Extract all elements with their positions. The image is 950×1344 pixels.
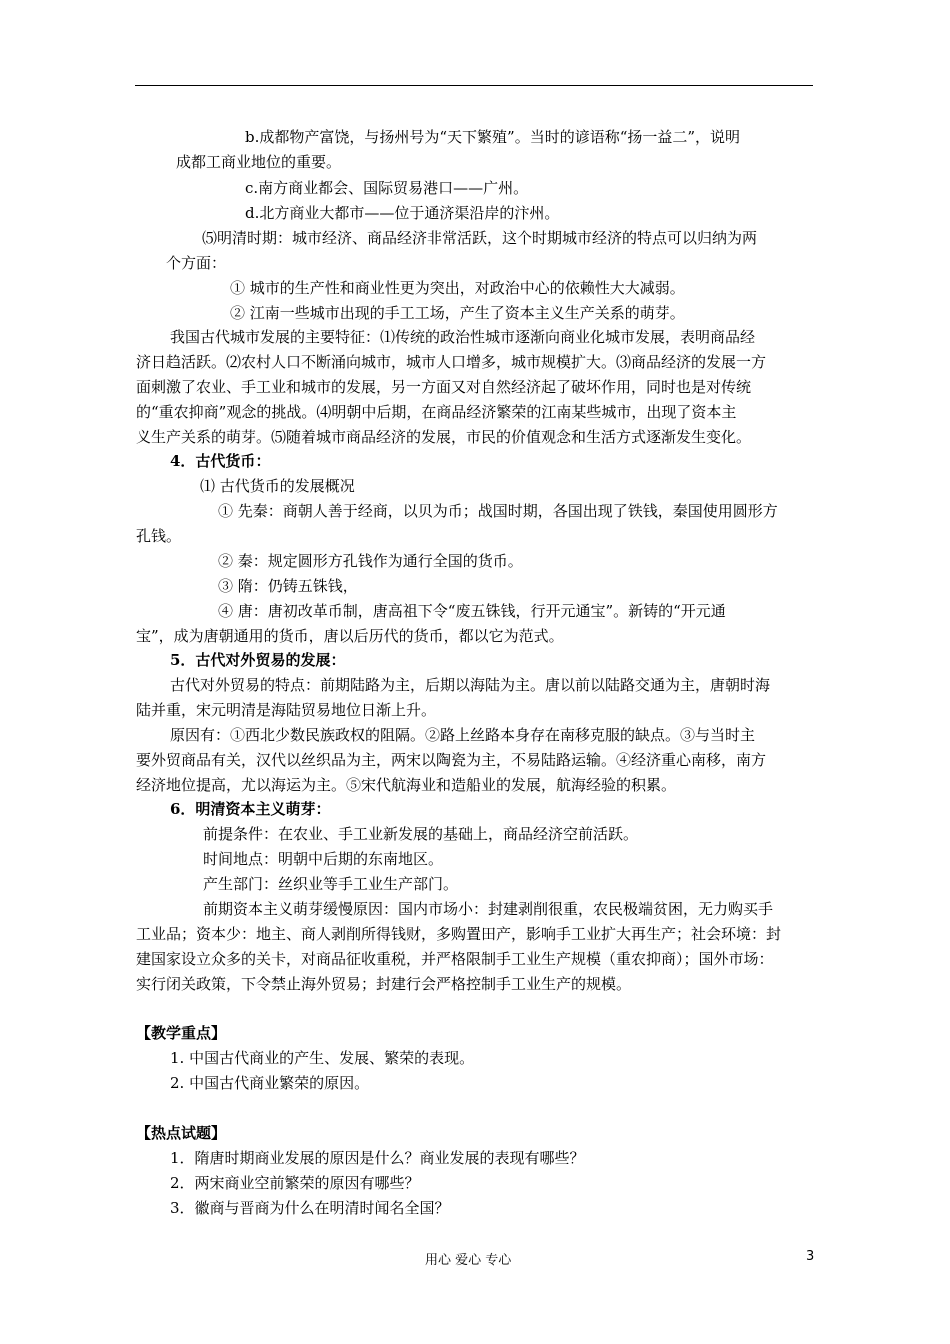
text-line: ② 江南一些城市出现的手工工场，产生了资本主义生产关系的萌芽。 [230, 304, 685, 322]
section-heading: 6．明清资本主义萌芽： [170, 800, 331, 818]
footer-motto: 用心 爱心 专心 [425, 1253, 512, 1268]
text-line: 的“重农抑商”观念的挑战。⑷明朝中后期，在商品经济繁荣的江南某些城市，出现了资本主 [136, 403, 737, 421]
text-line: ⑴ 古代货币的发展概况 [200, 477, 355, 495]
text-line: 宝”，成为唐朝通用的货币，唐以后历代的货币，都以它为范式。 [136, 627, 564, 645]
text-line: d.北方商业大都市——位于通济渠沿岸的汴州。 [245, 204, 560, 222]
text-line: 工业品；资本少：地主、商人剥削所得钱财，多购置田产，影响手工业扩大再生产；社会环境：封 [136, 925, 782, 943]
text-line: ③ 隋：仍铸五铢钱， [218, 577, 358, 595]
text-line: 古代对外贸易的特点：前期陆路为主，后期以海陆为主。唐以前以陆路交通为主，唐朝时海 [170, 676, 771, 694]
text-line: 产生部门：丝织业等手工业生产部门。 [203, 875, 459, 893]
section-heading: 【教学重点】 [136, 1024, 227, 1042]
text-line: c.南方商业都会、国际贸易港口——广州。 [245, 179, 529, 197]
list-item: 1. 中国古代商业的产生、发展、繁荣的表现。 [170, 1049, 475, 1067]
text-line: 成都工商业地位的重要。 [176, 153, 342, 171]
section-heading: 【热点试题】 [136, 1124, 227, 1142]
text-line: 要外贸商品有关，汉代以丝织品为主，两宋以陶瓷为主，不易陆路运输。④经济重心南移，南方 [136, 751, 767, 769]
list-item: 2. 中国古代商业繁荣的原因。 [170, 1074, 370, 1092]
text-line: 义生产关系的萌芽。⑸随着城市商品经济的发展，市民的价值观念和生活方式逐渐发生变化。 [136, 428, 752, 446]
list-item: 3．徽商与晋商为什么在明清时闻名全国？ [170, 1199, 450, 1217]
text-line: 面刺激了农业、手工业和城市的发展，另一方面又对自然经济起了破坏作用，同时也是对传统 [136, 378, 752, 396]
text-line: b.成都物产富饶，与扬州号为“天下繁殖”。当时的谚语称“扬一益二”，说明 [245, 128, 741, 146]
text-line: 前期资本主义萌芽缓慢原因：国内市场小：封建剥削很重，农民极端贫困，无力购买手 [203, 900, 774, 918]
text-line: 陆并重，宋元明清是海陆贸易地位日渐上升。 [136, 701, 437, 719]
text-line: ① 城市的生产性和商业性更为突出，对政治中心的依赖性大大减弱。 [230, 279, 685, 297]
text-line: 原因有：①西北少数民族政权的阻隔。②路上丝路本身存在南移克服的缺点。③与当时主 [170, 726, 756, 744]
text-line: 我国古代城市发展的主要特征：⑴传统的政治性城市逐渐向商业化城市发展，表明商品经 [170, 328, 756, 346]
header-rule [135, 85, 813, 86]
text-line: 孔钱。 [136, 527, 182, 545]
text-line: ① 先秦：商朝人善于经商，以贝为币；战国时期，各国出现了铁钱，秦国使用圆形方 [218, 502, 778, 520]
text-line: 实行闭关政策，下令禁止海外贸易；封建行会严格控制手工业生产的规模。 [136, 975, 632, 993]
text-line: 时间地点：明朝中后期的东南地区。 [203, 850, 444, 868]
text-line: 前提条件：在农业、手工业新发展的基础上，商品经济空前活跃。 [203, 825, 639, 843]
section-heading: 5．古代对外贸易的发展： [170, 651, 346, 669]
section-heading: 4．古代货币： [170, 452, 271, 470]
page-number: 3 [806, 1249, 815, 1264]
list-item: 2．两宋商业空前繁荣的原因有哪些？ [170, 1174, 420, 1192]
text-line: ④ 唐：唐初改革币制，唐高祖下令“废五铢钱，行开元通宝”。新铸的“开元通 [218, 602, 726, 620]
text-line: ② 秦：规定圆形方孔钱作为通行全国的货币。 [218, 552, 523, 570]
text-line: 个方面： [166, 254, 227, 272]
text-line: ⑸明清时期：城市经济、商品经济非常活跃，这个时期城市经济的特点可以归纳为两 [202, 229, 758, 247]
list-item: 1．隋唐时期商业发展的原因是什么？商业发展的表现有哪些？ [170, 1149, 585, 1167]
text-line: 济日趋活跃。⑵农村人口不断涌向城市，城市人口增多，城市规模扩大。⑶商品经济的发展一方 [136, 353, 767, 371]
text-line: 经济地位提高，尤以海运为主。⑤宋代航海业和造船业的发展，航海经验的积累。 [136, 776, 677, 794]
text-line: 建国家设立众多的关卡，对商品征收重税，并严格限制手工业生产规模（重农抑商）；国外市场： [136, 950, 774, 968]
